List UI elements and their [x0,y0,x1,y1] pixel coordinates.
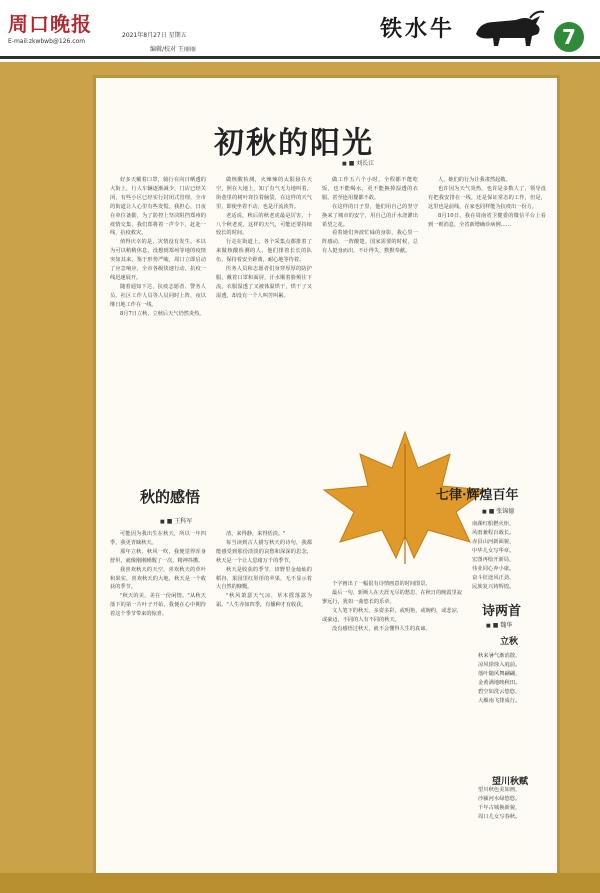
poem-line: 赤县山河新面貌， [472,539,515,545]
paragraph: 可能因为我出生在秋天，所以一年四季，我更青睐秋天。 [110,531,206,546]
poem-line: 宏图再绘开新局， [472,557,515,563]
paragraph: 行走在街道上，各个采集点都排着了来做核酸检测的人，他们排着长长的队伍，保持着安全距离，耐心地等待着。 [216,239,312,264]
paragraph: 做工作五六个小时，全程都不能吃饭，也不能喝水，更不能换掉湿透的衣服，甚至连用餐都不敢。 [322,177,418,201]
poem-line: 沙颍河水绿悠悠。 [478,796,521,802]
paragraph: 老适说，秋后的秋老虎最是厉害，十八个秋老虎，这样的天气，可能还要持续较长的时间。 [216,212,312,237]
poem2-body [478,786,558,864]
paragraph: 医务人员和志愿者们身穿厚厚的防护服，戴着口罩和面屏，汗水顺着脸颊往下流，衣服湿透了又被体温烘干，烘干了又湿透，却没有一个人叫苦叫累。 [216,266,312,299]
poem-line: 千年古城换新貌， [478,805,521,811]
section-title: 铁水牛 [380,16,456,42]
paragraph: 值得庆幸的是，灾情没有发生。本以为可以稍稍休息，没想到郑州等地的疫情突如其来，鉴于形势严峻，周口立即启动了应急响应，全市各级快速行动，抗疫一线迅速展开。 [110,239,206,281]
paragraph: 每当读到古人描写秋天的诗句，我都能感受到那份淡淡的哀愁和深深的思念，秋天是一个让人思绪万千的季节。 [216,539,312,564]
paragraph: 8月7日立秋，立秋后天气仍然炎热。 [120,310,205,317]
article2-column-3 [322,580,462,866]
iron-bull-icon [470,8,550,50]
paragraph: 人，她们的行为让我肃然起敬。 [438,177,511,183]
paragraph: 也许因为天气炎热，也许是多数人了，领导没有把我安排在一线，还是保证常态的工作，但是，这里也是前线，在家也同样能为抗疫出一份力。 [428,185,546,210]
poem1-title: 立秋 [500,637,519,647]
paragraph: 我喜欢秋天的天空，喜欢秋天的草叶和果实，喜欢秋天的大地，秋天是一个收获的季节。 [110,566,206,591]
article2-column-2 [216,530,312,866]
paragraph: 做核酸检测，火辣辣的太阳悬在天空，照在大地上，知了有气无力地叫着，街巷里的树叶耷拉着脑袋，在这样的天气里，即使坐着不动，也是汗流浃背。 [216,177,312,210]
poem-line: 碧空如洗云悠悠， [478,689,521,695]
paragraph: 清，来得静，来得恬淡。" [226,531,286,537]
paragraph: "秋天的美，美在一份闲情。"从秋天落下的第一片叶子开始，我便在心中期待着这个季节带来的惊喜。 [110,593,206,618]
article2-author: ■ ■ 王科军 [160,516,192,525]
paragraph: 随着通知下达，抗疫志愿者、警务人员、社区工作人员等人员同时上阵，夜以继日地工作在一线。 [110,283,206,308]
paragraph: 文人笔下的秋天，多姿多彩，或明艳，或婉约，或悲凉，或豪迈，不同的人有不同的秋天。 [322,607,462,623]
article4-title: 诗两首 [482,604,522,619]
poem-line: 周口儿女写春秋。 [478,814,521,820]
article2-column-1 [110,530,206,866]
dateline: 2021年8月27日 星期五 [122,32,187,39]
footer-strip [0,873,600,893]
article4-author: ■ ■ 魏华 [486,620,512,629]
poem-line: 落叶随风舞翩翩， [478,671,521,677]
paragraph: 那年立秋，秋风一吹，我便觉得浑身舒坦，就像刚刚睡醒了一次，精神抖擞。 [110,548,206,564]
page-number-badge: 7 [554,22,584,52]
editor-line: 编辑/校对 王丽丽 [150,46,196,53]
poem-line: 凉风徐徐入庭前。 [478,662,521,668]
poem-line: 奋斗征途风正劲， [472,575,515,581]
header-rule [0,56,600,59]
paragraph: "秋风萧瑟天气凉，草木摇落露为霜。"人生亦如四季，有播种才有收获。 [216,593,312,609]
paragraph: 秋天是收获的季节，田野里金灿灿的稻谷，果园里红彤彤的苹果，无不显示着大自然的慷慨。 [216,566,312,591]
poem-line: 风雨兼程百载长。 [472,530,515,536]
poem-line: 南湖红船燃火炬， [472,521,515,527]
article3-title: 七律·辉煌百年 [436,488,519,503]
poem-line: 秋来暑气渐消散， [478,653,521,659]
masthead-logo: 周口晚报 [8,12,92,36]
paragraph: 个字画出了一幅很有诗情画意的时间图景。 [332,581,431,587]
poem-line: 民族复兴铸辉煌。 [472,584,515,590]
article1-column-1 [110,176,206,474]
article1-column-2 [216,176,312,474]
paragraph: 8月10日，我在周南省卫健委的微信平台上看到一则消息，全省新增确诊病例…… [428,212,546,228]
paragraph: 看着她们奔波忙碌的身影，我心里一阵感动，一阵酸楚。国家需要的时候，总有人挺身而出，不计得失，默默奉献。 [322,230,418,255]
article3-poem [472,520,560,782]
poem1-body [478,652,558,706]
paragraph: 没有感悟过秋天，就不会懂得人生的真谛。 [332,625,431,632]
poem2-title: 望川秋赋 [492,777,529,787]
article2-title: 秋的感悟 [140,488,201,506]
article1-title: 初秋的阳光 [214,126,374,161]
poem-line: 望川秋色美如画， [478,787,521,793]
poem-line: 伟业同心奔小康。 [472,566,515,572]
article1-author: ■ ■ 刘长江 [342,158,374,167]
poem-line: 中华儿女写华章。 [472,548,515,554]
paragraph: 最后一句，斩断人在天涯无尽的愁思，在秋日的晚霞里寂寥远行，犹如一曲悠长的乐章。 [322,589,462,605]
paragraph: 在这样的日子里，他们用自己的坚守换来了城市的安宁，用自己的汗水浇灌出希望之花。 [322,203,418,228]
poem-line: 大雁南飞排成行。 [478,698,521,704]
paragraph: 好多天戴着口罩，骑行在向日晒透的大街上，行人车辆逐渐减少，门店已经关闭，有些小区已经实行封闭式管理，全市的街道让人心里有些发慌。我担心，日夜在单位备勤，为了防控上坚决阻挡郑州的疫情交集，我们郑将着一声令下，赶赴一线，抗疫救灾。 [110,177,206,237]
article3-author: ■ ■ 张锦德 [482,506,514,515]
email-line: E-mail:zkwbwb@126.com [8,38,86,45]
poem-line: 金黄满地映秋田。 [478,680,521,686]
